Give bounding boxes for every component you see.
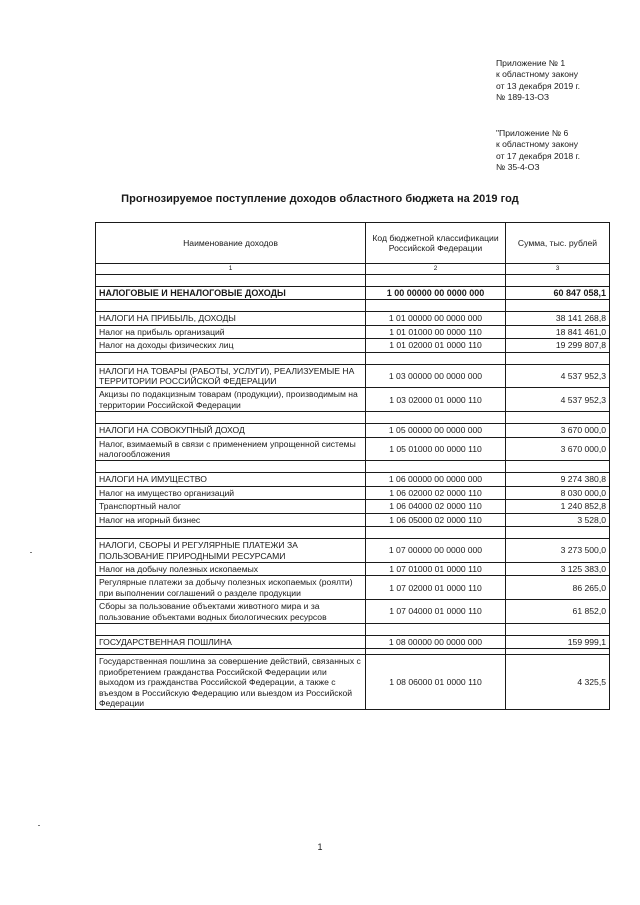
income-name: НАЛОГИ НА ТОВАРЫ (РАБОТЫ, УСЛУГИ), РЕАЛИЗУЕМЫЕ НА ТЕРРИТОРИИ РОССИЙСКОЙ ФЕДЕРАЦИИ bbox=[96, 364, 366, 388]
table-row bbox=[96, 600, 610, 624]
income-name: НАЛОГИ НА ПРИБЫЛЬ, ДОХОДЫ bbox=[96, 312, 366, 325]
revenue-table bbox=[95, 222, 610, 710]
income-name: Транспортный налог bbox=[96, 500, 366, 513]
scan-speck bbox=[38, 825, 40, 826]
annex-6-line-2: к областному закону bbox=[496, 139, 579, 150]
amount: 3 125 383,0 bbox=[506, 562, 610, 575]
income-name: НАЛОГИ, СБОРЫ И РЕГУЛЯРНЫЕ ПЛАТЕЖИ ЗА ПОЛЬЗОВАНИЕ ПРИРОДНЫМИ РЕСУРСАМИ bbox=[96, 539, 366, 563]
budget-code: 1 08 06000 01 0000 110 bbox=[366, 655, 506, 710]
table-row bbox=[96, 312, 610, 325]
budget-code: 1 07 02000 01 0000 110 bbox=[366, 576, 506, 600]
column-number: 1 bbox=[96, 264, 366, 275]
table-row bbox=[96, 364, 610, 388]
income-name: Регулярные платежи за добычу полезных ископаемых (роялти) при выполнении соглашений о разделе продукции bbox=[96, 576, 366, 600]
budget-code: 1 05 01000 00 0000 110 bbox=[366, 437, 506, 461]
income-name: Налог на прибыль организаций bbox=[96, 325, 366, 338]
income-name: НАЛОГИ НА СОВОКУПНЫЙ ДОХОД bbox=[96, 424, 366, 437]
header-budget-code: Код бюджетной классификации Российской Федерации bbox=[366, 223, 506, 264]
income-name: Налог на доходы физических лиц bbox=[96, 339, 366, 352]
income-name: Налог на имущество организаций bbox=[96, 486, 366, 499]
table-row bbox=[96, 539, 610, 563]
table-row bbox=[96, 388, 610, 412]
annex-1-line-3: от 13 декабря 2019 г. bbox=[496, 80, 581, 91]
table-row bbox=[96, 635, 610, 648]
document-title: Прогнозируемое поступление доходов областного бюджета на 2019 год bbox=[121, 193, 519, 205]
income-name: Налог на игорный бизнес bbox=[96, 513, 366, 526]
income-name: Акцизы по подакцизным товарам (продукции), производимым на территории Российской Федерации bbox=[96, 388, 366, 412]
annex-6-line-3: от 17 декабря 2018 г. bbox=[496, 150, 581, 161]
budget-code: 1 06 02000 02 0000 110 bbox=[366, 486, 506, 499]
budget-code: 1 03 00000 00 0000 000 bbox=[366, 364, 506, 388]
budget-code: 1 00 00000 00 0000 000 bbox=[366, 287, 506, 300]
income-name: Сборы за пользование объектами животного мира и за пользование объектами водных биологических ресурсов bbox=[96, 600, 366, 624]
annex-6-line-1: "Приложение № 6 bbox=[496, 128, 569, 138]
income-name: НАЛОГИ НА ИМУЩЕСТВО bbox=[96, 473, 366, 486]
table-row bbox=[96, 500, 610, 513]
amount: 38 141 268,8 bbox=[506, 312, 610, 325]
header-income-name: Наименование доходов bbox=[96, 223, 366, 264]
budget-code: 1 06 00000 00 0000 000 bbox=[366, 473, 506, 486]
amount: 159 999,1 bbox=[506, 635, 610, 648]
amount: 3 670 000,0 bbox=[506, 437, 610, 461]
column-number: 2 bbox=[366, 264, 506, 275]
page-number: 1 bbox=[317, 842, 323, 852]
budget-code: 1 08 00000 00 0000 000 bbox=[366, 635, 506, 648]
amount: 9 274 380,8 bbox=[506, 473, 610, 486]
annex-1-line-1: Приложение № 1 bbox=[496, 58, 566, 68]
annex-6-reference bbox=[496, 128, 636, 174]
column-number: 3 bbox=[506, 264, 610, 275]
amount: 3 670 000,0 bbox=[506, 424, 610, 437]
budget-code: 1 01 00000 00 0000 000 bbox=[366, 312, 506, 325]
budget-code: 1 05 00000 00 0000 000 bbox=[366, 424, 506, 437]
income-name: НАЛОГОВЫЕ И НЕНАЛОГОВЫЕ ДОХОДЫ bbox=[96, 287, 366, 300]
table-row bbox=[96, 473, 610, 486]
table-row bbox=[96, 339, 610, 352]
annex-6-line-4: № 35-4-ОЗ bbox=[496, 162, 540, 173]
header-amount: Сумма, тыс. рублей bbox=[506, 223, 610, 264]
income-name: Налог на добычу полезных ископаемых bbox=[96, 562, 366, 575]
scan-speck bbox=[30, 552, 32, 553]
amount: 8 030 000,0 bbox=[506, 486, 610, 499]
amount: 4 325,5 bbox=[506, 655, 610, 710]
table-row bbox=[96, 287, 610, 300]
amount: 4 537 952,3 bbox=[506, 388, 610, 412]
budget-code: 1 07 04000 01 0000 110 bbox=[366, 600, 506, 624]
amount: 60 847 058,1 bbox=[506, 287, 610, 300]
table-row bbox=[96, 424, 610, 437]
amount: 4 537 952,3 bbox=[506, 364, 610, 388]
table-row bbox=[96, 486, 610, 499]
amount: 3 528,0 bbox=[506, 513, 610, 526]
table-row bbox=[96, 576, 610, 600]
budget-code: 1 06 05000 02 0000 110 bbox=[366, 513, 506, 526]
amount: 86 265,0 bbox=[506, 576, 610, 600]
amount: 1 240 852,8 bbox=[506, 500, 610, 513]
budget-code: 1 06 04000 02 0000 110 bbox=[366, 500, 506, 513]
table-row bbox=[96, 437, 610, 461]
annex-1-reference bbox=[496, 58, 636, 104]
budget-code: 1 01 01000 00 0000 110 bbox=[366, 325, 506, 338]
budget-code: 1 07 01000 01 0000 110 bbox=[366, 562, 506, 575]
amount: 3 273 500,0 bbox=[506, 539, 610, 563]
income-name: ГОСУДАРСТВЕННАЯ ПОШЛИНА bbox=[96, 635, 366, 648]
amount: 19 299 807,8 bbox=[506, 339, 610, 352]
amount: 18 841 461,0 bbox=[506, 325, 610, 338]
table-row bbox=[96, 513, 610, 526]
income-name: Государственная пошлина за совершение действий, связанных с приобретением гражданства Российской Федерации или выходом из гражданства Российской Федерации, а также с въездом в Российскую Федерацию или выездом из Российской Федерации bbox=[96, 655, 366, 710]
table-row bbox=[96, 562, 610, 575]
amount: 61 852,0 bbox=[506, 600, 610, 624]
income-name: Налог, взимаемый в связи с применением упрощенной системы налогообложения bbox=[96, 437, 366, 461]
table-row bbox=[96, 655, 610, 710]
budget-code: 1 07 00000 00 0000 000 bbox=[366, 539, 506, 563]
annex-1-line-2: к областному закону bbox=[496, 69, 579, 80]
table-row bbox=[96, 325, 610, 338]
budget-code: 1 01 02000 01 0000 110 bbox=[366, 339, 506, 352]
annex-1-line-4: № 189-13-ОЗ bbox=[496, 92, 550, 103]
budget-code: 1 03 02000 01 0000 110 bbox=[366, 388, 506, 412]
